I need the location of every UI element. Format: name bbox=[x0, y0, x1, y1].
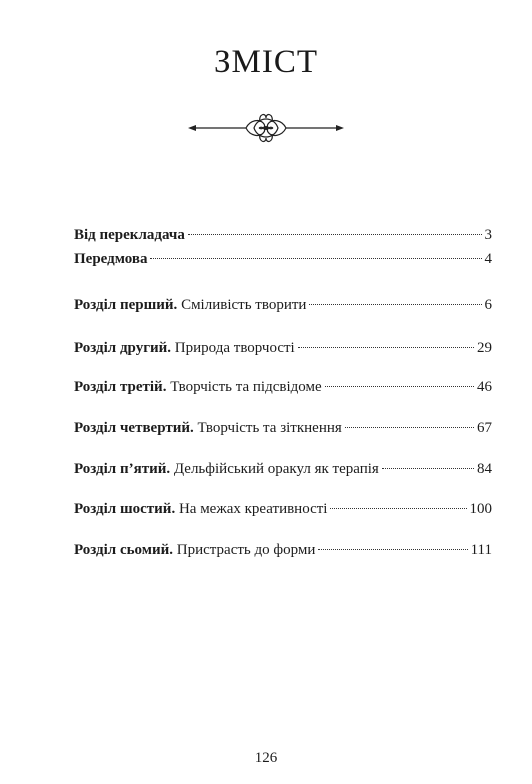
toc-page-number: 3 bbox=[484, 227, 492, 243]
toc-entry: Від перекладача 3 bbox=[74, 227, 492, 243]
toc-page-number: 6 bbox=[484, 297, 492, 313]
toc-entry: Розділ четвертий. Творчість та зіткнення 67 bbox=[74, 420, 492, 436]
dot-leader bbox=[382, 468, 474, 469]
toc-page-number: 111 bbox=[470, 542, 492, 558]
ornament-divider-icon bbox=[188, 108, 344, 148]
page-number: 126 bbox=[254, 750, 278, 766]
dot-leader bbox=[298, 347, 474, 348]
dot-leader bbox=[325, 386, 474, 387]
toc-entry: Розділ третій. Творчість та підсвідоме 46 bbox=[74, 379, 492, 395]
toc-entry: Розділ сьомий. Пристрасть до форми 111 bbox=[74, 542, 492, 558]
toc-page-number: 67 bbox=[477, 420, 492, 436]
dot-leader bbox=[309, 304, 481, 305]
toc-page-number: 29 bbox=[477, 340, 492, 356]
dot-leader bbox=[330, 508, 466, 509]
toc-entry: Розділ п’ятий. Дельфійський оракул як терапія 84 bbox=[74, 461, 492, 477]
toc-entry: Розділ другий. Природа творчості 29 bbox=[74, 340, 492, 356]
toc-entry: Розділ шостий. На межах креативності 100 bbox=[74, 501, 492, 517]
page-title: ЗМІСТ bbox=[213, 44, 319, 80]
dot-leader bbox=[318, 549, 467, 550]
toc-page-number: 100 bbox=[469, 501, 492, 517]
dot-leader bbox=[188, 234, 482, 235]
toc-entry: Передмова 4 bbox=[74, 251, 492, 267]
dot-leader bbox=[345, 427, 474, 428]
toc-page-number: 46 bbox=[477, 379, 492, 395]
toc-page-number: 4 bbox=[484, 251, 492, 267]
dot-leader bbox=[150, 258, 481, 259]
toc-page-number: 84 bbox=[477, 461, 492, 477]
toc-entry: Розділ перший. Сміливість творити 6 bbox=[74, 297, 492, 313]
